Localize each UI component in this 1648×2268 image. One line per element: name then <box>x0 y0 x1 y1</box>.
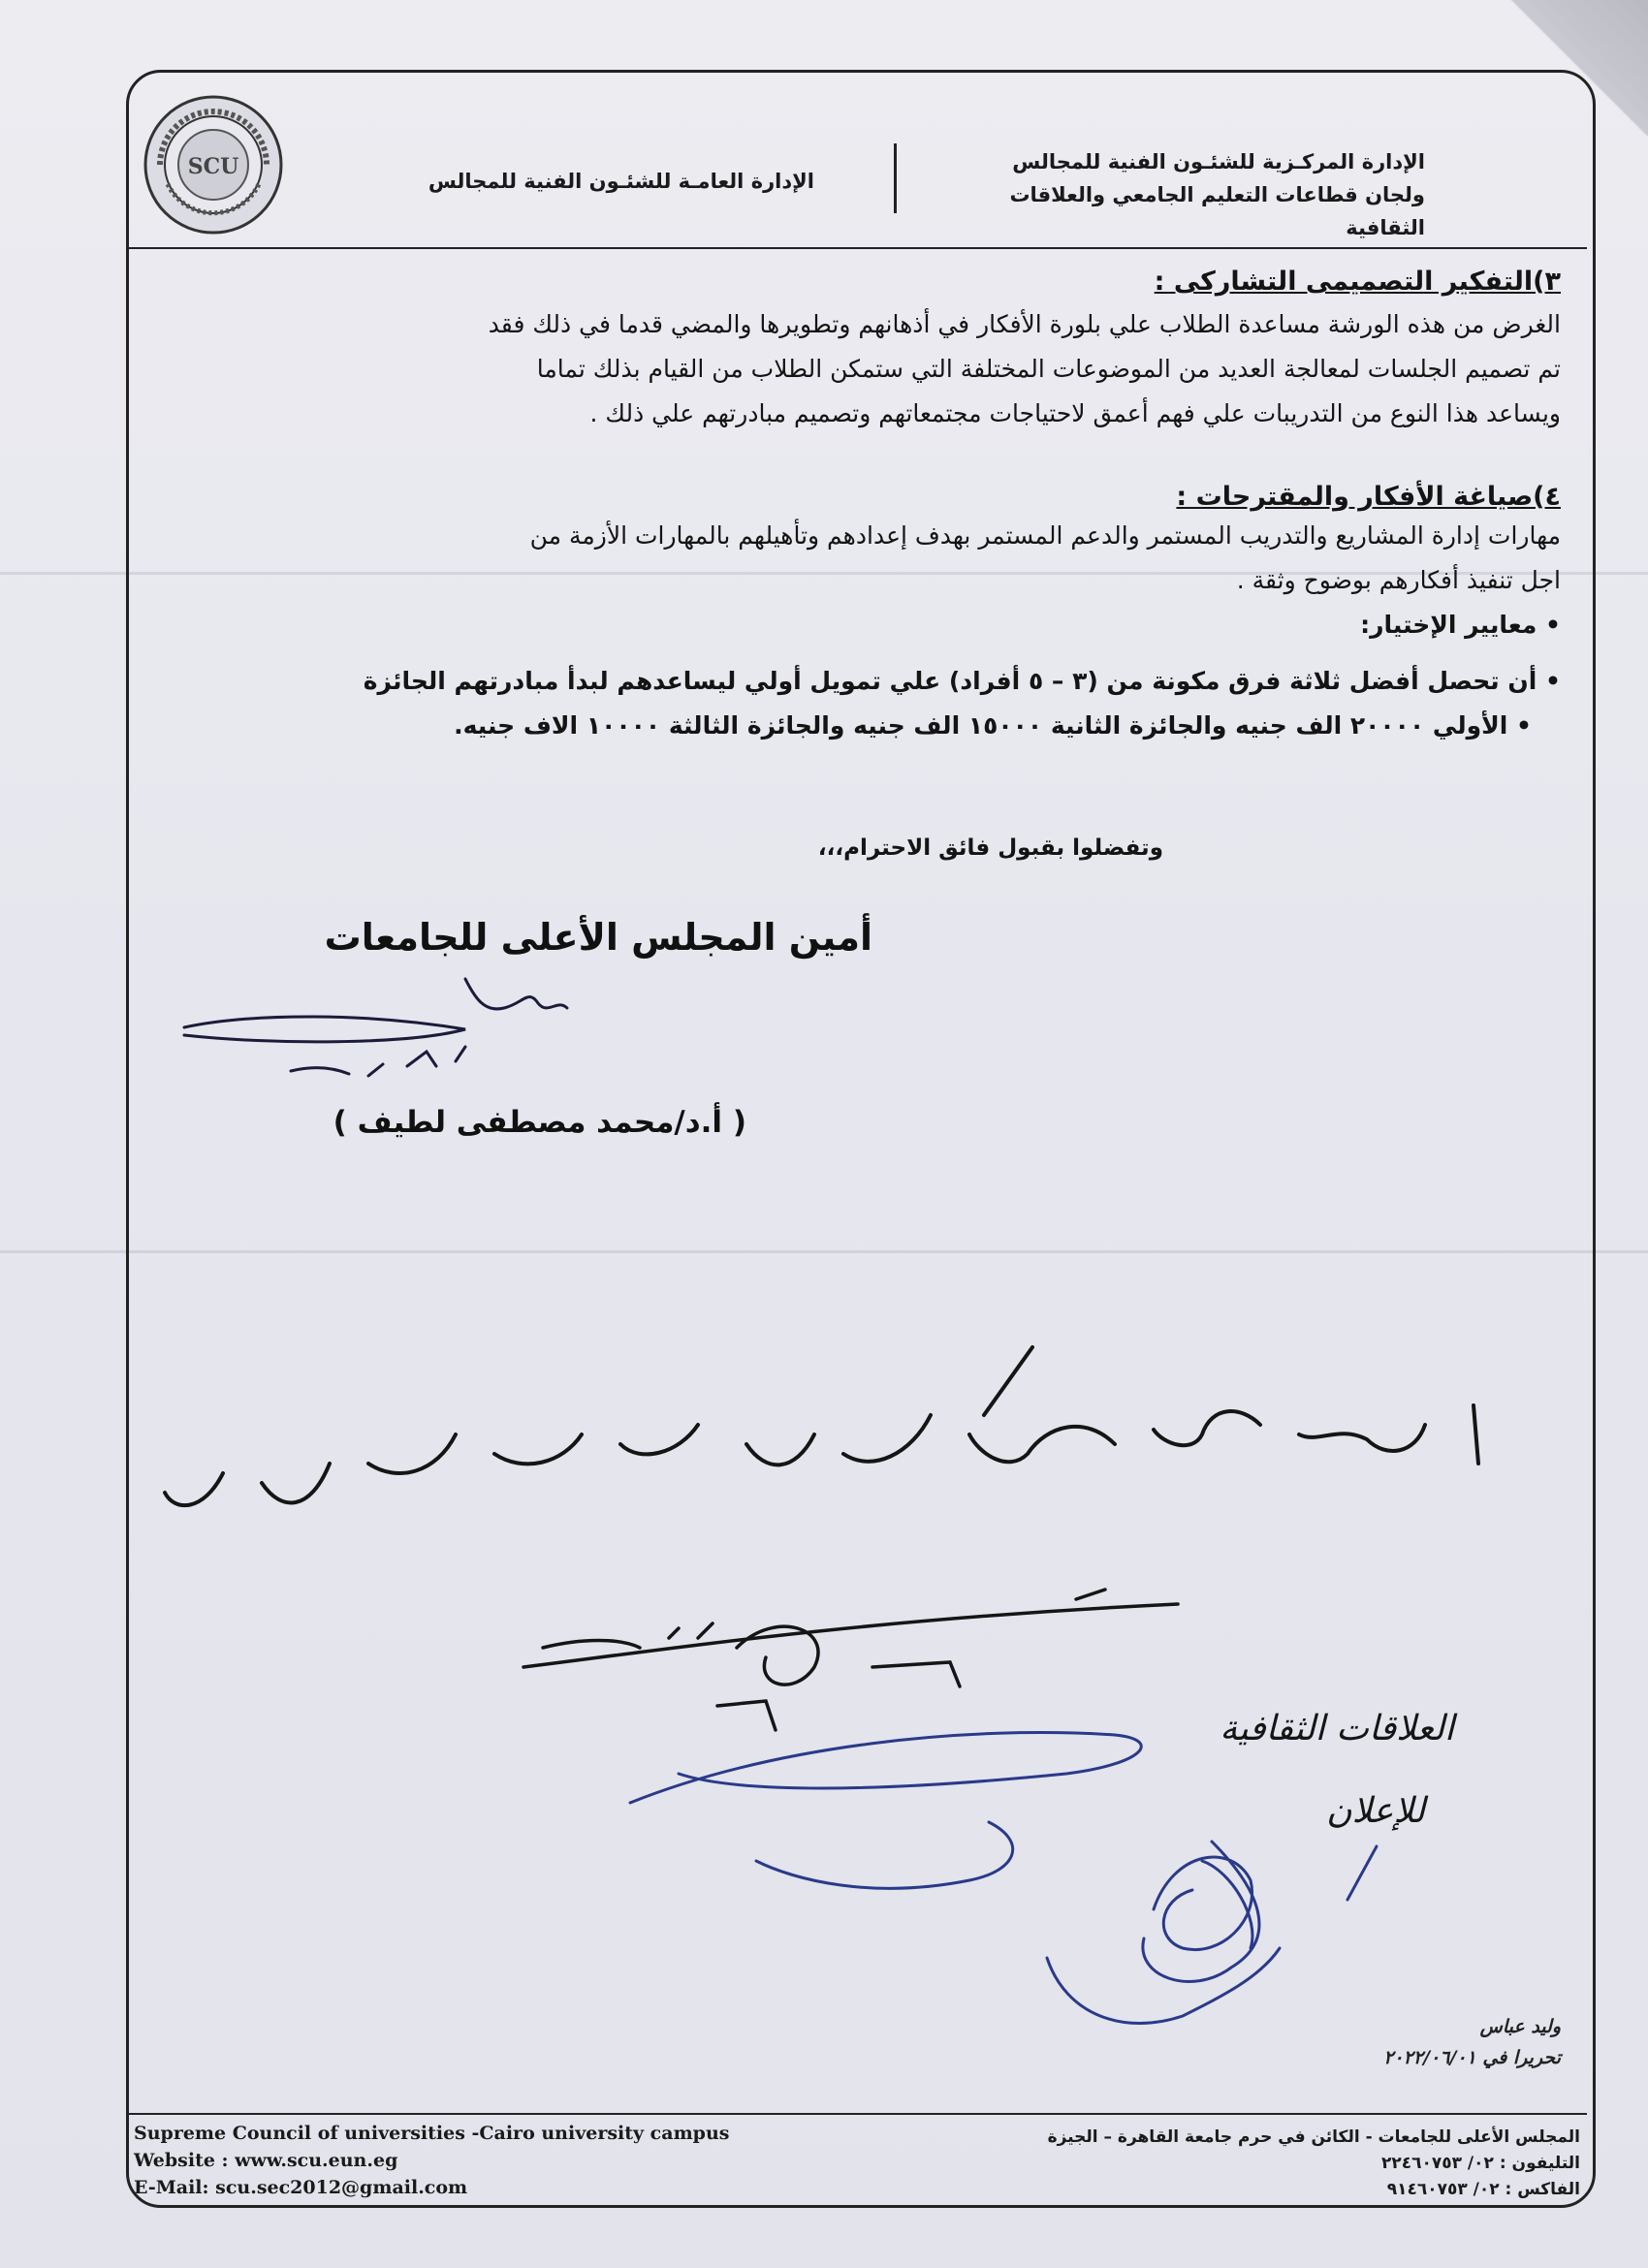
section-4-line: اجل تنفيذ أفكارهم بوضوح وثقة . <box>1236 566 1561 594</box>
handwritten-note-cultural: العلاقات الثقافية <box>1220 1709 1454 1748</box>
section-4-line: مهارات إدارة المشاريع والتدريب المستمر والدعم المستمر بهدف إعدادهم وتأهيلهم بالمهارات الأزمة من <box>529 521 1561 550</box>
date-strike <box>523 1590 1178 1730</box>
writer-date: تحريرا في ٢٠٢٢/٠٦/٠١ <box>1383 2047 1561 2068</box>
seal-center-text: SCU <box>187 154 239 179</box>
section-3-title: ٣)التفكير التصميمى التشاركى : <box>1154 267 1561 297</box>
footer-en-email: E-Mail: scu.sec2012@gmail.com <box>134 2177 468 2198</box>
footer-ar-fax: الفاكس : ٠٢/ ٩١٤٦٠٧٥٣ <box>1386 2180 1580 2199</box>
section-3-line: ويساعد هذا النوع من التدريبات علي فهم أعمق لاحتياجات مجتمعاتهم وتصميم مبادرتهم علي ذلك . <box>589 399 1561 427</box>
section-3-line: تم تصميم الجلسات لمعالجة العديد من الموضوعات المختلفة التي ستمكن الطلاب من القيام بذلك تماما <box>536 355 1561 383</box>
footer-ar-phone: التليفون : ٠٢/ ٢٢٤٦٠٧٥٣ <box>1381 2154 1580 2173</box>
header-left-line: الإدارة العامـة للشئـون الفنية للمجالس <box>428 170 814 193</box>
footer-en-website: Website : www.scu.eun.eg <box>134 2150 398 2171</box>
criteria-heading: • معايير الإختيار: <box>242 603 1561 647</box>
closing-greeting: وتفضلوا بقبول فائق الاحترام،،، <box>817 835 1163 861</box>
criteria-bullet-line: • أن تحصل أفضل ثلاثة فرق مكونة من (٣ – ٥ أفراد) علي تمويل أولي ليساعدهم لبدأ مبادرتهم الجائزة <box>242 659 1561 704</box>
section-4-title: ٤)صياغة الأفكار والمقترحات : <box>1176 482 1561 512</box>
handwritten-note-announce: للإعلان <box>1326 1791 1425 1831</box>
signer-name: ( أ.د/محمد مصطفى لطيف ) <box>333 1105 746 1140</box>
footer-arabic <box>979 2125 1580 2203</box>
signature-scribble <box>184 979 567 1076</box>
criteria-bullet-line: الأولي ٢٠٠٠٠ الف جنيه والجائزة الثانية ١٥٠٠٠ الف جنيه والجائزة الثالثة ١٠٠٠٠ الاف جنيه. <box>454 711 1508 740</box>
header-right-line2: ولجان قطاعات التعليم الجامعي والعلاقات الثقافية <box>1009 183 1425 239</box>
header-right-line1: الإدارة المركـزية للشئـون الفنية للمجالس <box>1012 150 1425 173</box>
section-3-line: الغرض من هذه الورشة مساعدة الطلاب علي بلورة الأفكار في أذهانهم وتطويرها والمضي قدما في ذلك فقد <box>488 310 1561 338</box>
footer-en-address: Supreme Council of universities -Cairo university campus <box>134 2123 730 2144</box>
footer-ar-address: المجلس الأعلى للجامعات - الكائن في حرم جامعة القاهرة – الجيزة <box>1047 2127 1580 2147</box>
handwritten-routing-note <box>165 1347 1478 1505</box>
writer-name: وليد عباس <box>1479 2016 1561 2037</box>
writer-block <box>1260 2011 1561 2073</box>
signer-title: أمين المجلس الأعلى للجامعات <box>324 916 872 959</box>
footer-english <box>134 2120 812 2201</box>
blue-signature <box>630 1733 1377 2024</box>
